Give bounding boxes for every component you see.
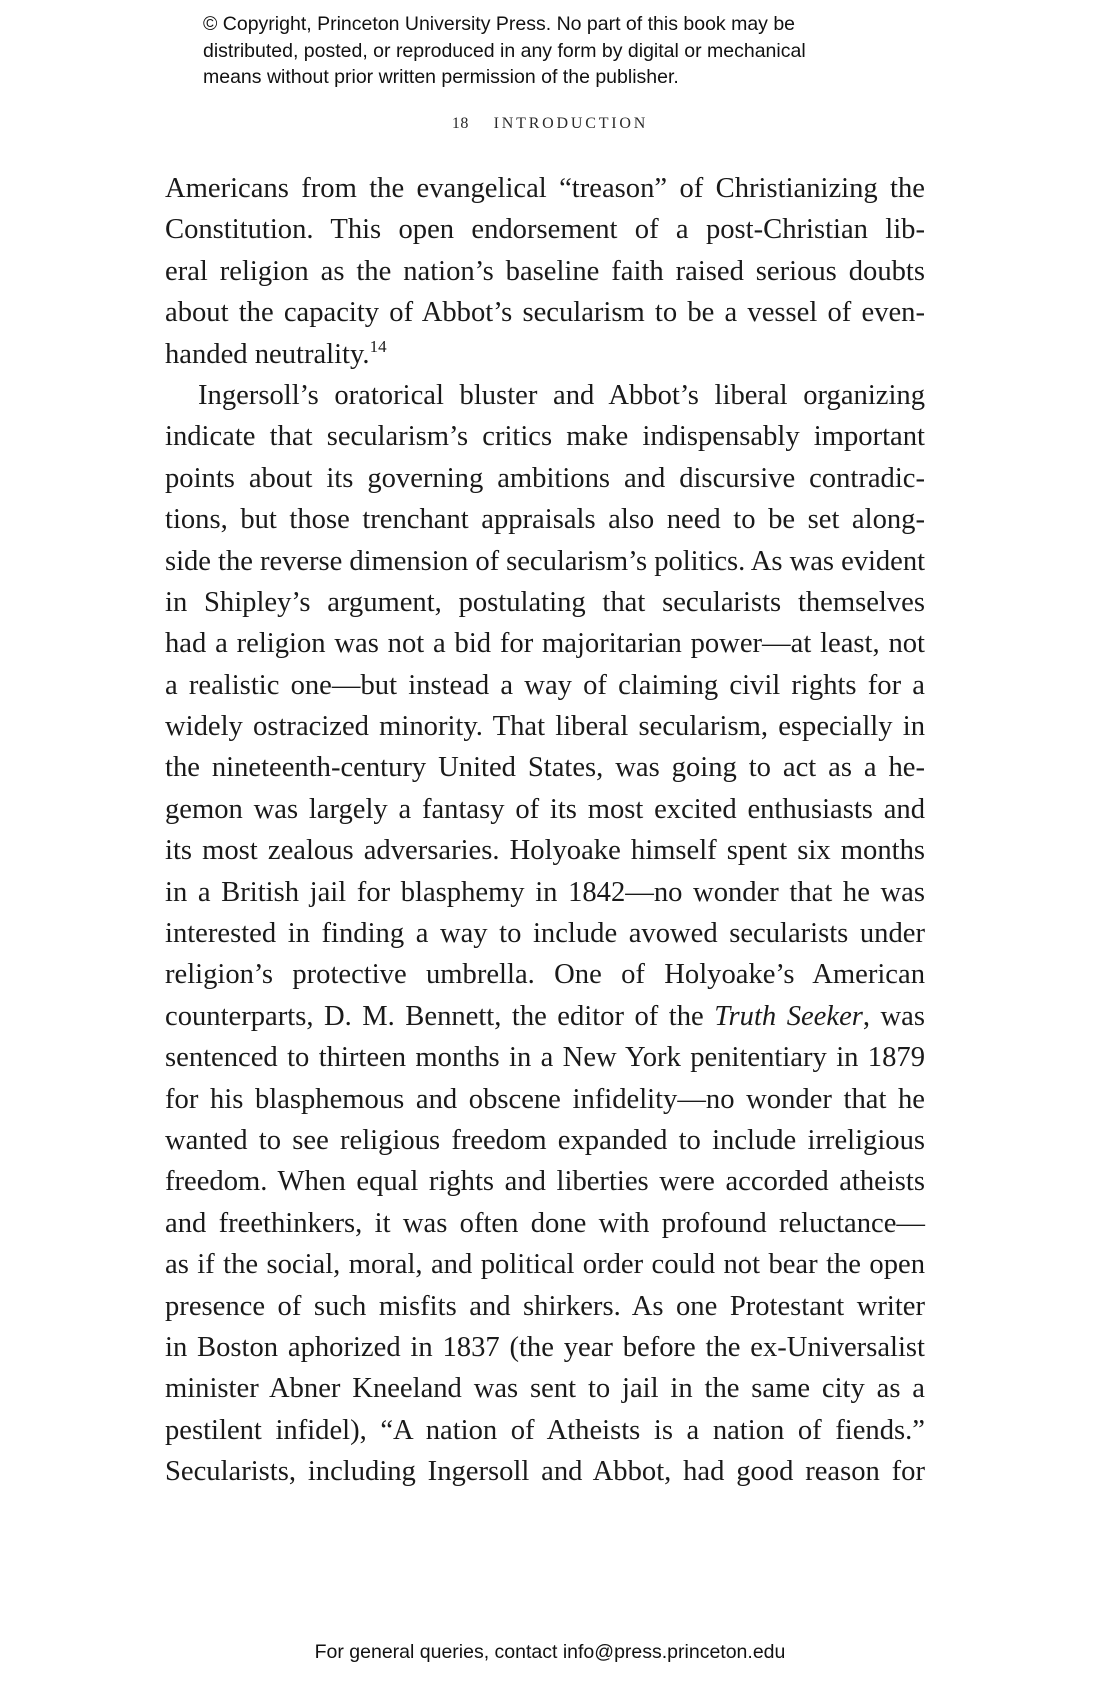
text-line: Constitution. This open endorsement of a post-Christian lib- bbox=[165, 214, 925, 246]
text-line: interested in finding a way to include avowed secularists under bbox=[165, 918, 925, 950]
text-line: wanted to see religious freedom expanded to include irreligious bbox=[165, 1124, 925, 1156]
text-line: Americans from the evangelical “treason” of Christianizing the bbox=[165, 173, 925, 204]
text-run: handed neutrality. bbox=[165, 338, 370, 370]
footer-contact: For general queries, contact info@press.princeton.edu bbox=[314, 1641, 786, 1663]
text-line: its most zealous adversaries. Holyoake himself spent six months bbox=[165, 835, 925, 867]
running-head bbox=[0, 115, 1100, 133]
text-line: the nineteenth-century United States, was going to act as a he- bbox=[165, 752, 925, 784]
copyright-line: © Copyright, Princeton University Press. No part of this book may be bbox=[203, 13, 796, 35]
text-line: indicate that secularism’s critics make indispensably important bbox=[165, 421, 925, 453]
text-line: a realistic one—but instead a way of claiming civil rights for a bbox=[165, 669, 925, 701]
copyright-line: means without prior written permission of the publisher. bbox=[203, 66, 679, 88]
text-line: tions, but those trenchant appraisals also need to be set along- bbox=[165, 504, 925, 536]
paragraph-2 bbox=[165, 375, 925, 1493]
body-text bbox=[165, 168, 925, 1493]
text-run: , was bbox=[862, 1000, 925, 1032]
text-line bbox=[165, 334, 925, 375]
copyright-line: distributed, posted, or reproduced in any form by digital or mechanical bbox=[203, 39, 806, 62]
text-line: presence of such misfits and shirkers. As one Protestant writer bbox=[165, 1290, 925, 1322]
text-line: widely ostracized minority. That liberal secularism, especially in bbox=[165, 711, 925, 743]
text-line: religion’s protective umbrella. One of Holyoake’s American bbox=[165, 959, 925, 991]
text-line: eral religion as the nation’s baseline faith raised serious doubts bbox=[165, 255, 925, 287]
text-line: gemon was largely a fantasy of its most excited enthusiasts and bbox=[165, 793, 925, 825]
text-line: as if the social, moral, and political order could not bear the open bbox=[165, 1249, 925, 1281]
text-line: points about its governing ambitions and discursive contradic- bbox=[165, 462, 925, 494]
text-line bbox=[165, 996, 925, 1037]
text-run: counterparts, D. M. Bennett, the editor of the bbox=[165, 1000, 715, 1032]
text-line: minister Abner Kneeland was sent to jail in the same city as a bbox=[165, 1373, 925, 1405]
text-line: about the capacity of Abbot’s secularism to be a vessel of even- bbox=[165, 297, 925, 329]
text-line: and freethinkers, it was often done with profound reluctance— bbox=[165, 1207, 925, 1239]
text-line: had a religion was not a bid for majoritarian power—at least, not bbox=[165, 628, 925, 660]
text-line: in a British jail for blasphemy in 1842—no wonder that he was bbox=[165, 876, 925, 908]
text-line: for his blasphemous and obscene infidelity—no wonder that he bbox=[165, 1083, 925, 1115]
text-line: in Boston aphorized in 1837 (the year before the ex-Universalist bbox=[165, 1331, 925, 1363]
copyright-notice bbox=[203, 11, 923, 91]
publication-title: Truth Seeker bbox=[714, 1000, 863, 1032]
text-line: sentenced to thirteen months in a New York penitentiary in 1879 bbox=[165, 1042, 925, 1074]
text-line: Secularists, including Ingersoll and Abbot, had good reason for bbox=[165, 1456, 925, 1488]
paragraph-1 bbox=[165, 168, 925, 375]
chapter-title: INTRODUCTION bbox=[493, 115, 649, 132]
page-number: 18 bbox=[451, 115, 469, 132]
text-line: freedom. When equal rights and liberties were accorded atheists bbox=[165, 1166, 925, 1198]
footnote-reference[interactable]: 14 bbox=[369, 336, 387, 356]
text-line: Ingersoll’s oratorical bluster and Abbot’s liberal organizing bbox=[198, 379, 925, 411]
text-line: pestilent infidel), “A nation of Atheists is a nation of fiends.” bbox=[165, 1414, 925, 1446]
text-line: side the reverse dimension of secularism’s politics. As was evident bbox=[165, 545, 925, 577]
text-line: in Shipley’s argument, postulating that secularists themselves bbox=[165, 586, 925, 618]
